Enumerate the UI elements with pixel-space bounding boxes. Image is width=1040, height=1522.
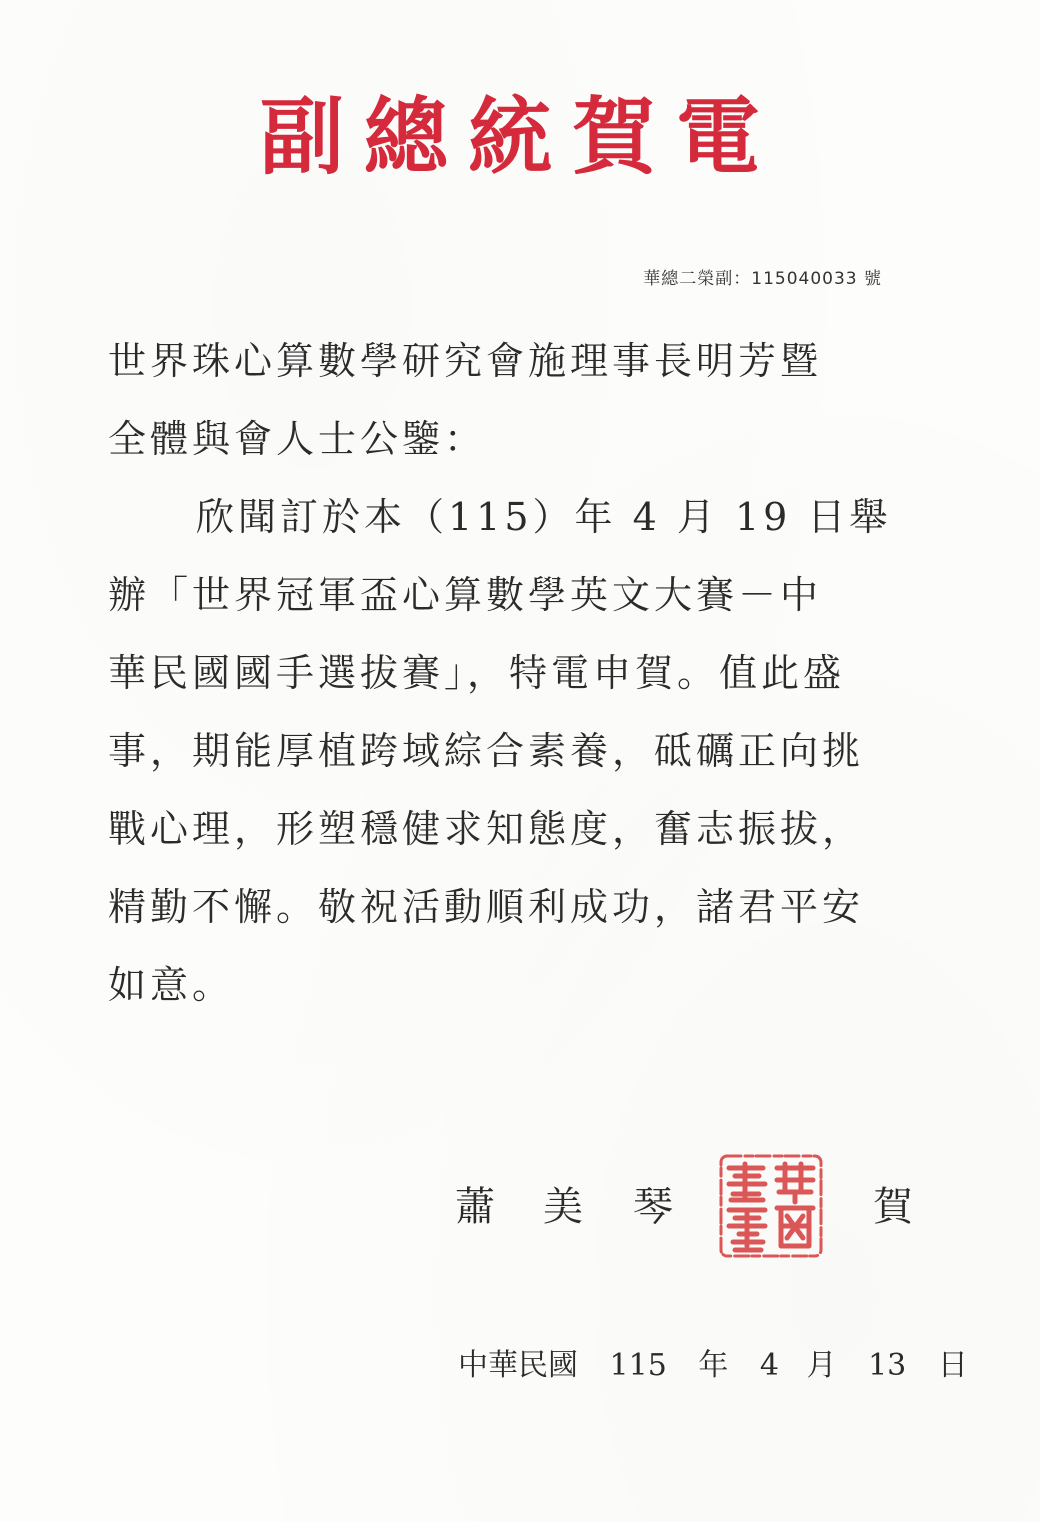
signature-name-char-2: 美 bbox=[543, 1184, 587, 1230]
body-line: 戰心理，形塑穩健求知態度，奮志振拔， bbox=[108, 807, 865, 851]
official-seal-stamp bbox=[715, 1150, 827, 1262]
body-line: 事，期能厚植跨域綜合素養，砥礪正向挑 bbox=[108, 729, 865, 773]
document-date bbox=[458, 1340, 968, 1384]
date-year-unit: 年 bbox=[698, 1348, 729, 1383]
body-line: 如意。 bbox=[108, 963, 235, 1007]
date-day: 13 bbox=[868, 1348, 907, 1383]
signature-name-char-3: 琴 bbox=[633, 1184, 677, 1230]
document-number: 華總二榮副：115040033 號 bbox=[643, 269, 882, 289]
body-line-salutation-1: 世界珠心算數學研究會施理事長明芳暨 bbox=[108, 339, 823, 383]
date-month-unit: 月 bbox=[806, 1348, 837, 1383]
date-day-unit: 日 bbox=[937, 1348, 968, 1383]
body-line: 華民國國手選拔賽」，特電申賀。值此盛 bbox=[108, 651, 846, 695]
date-month: 4 bbox=[759, 1348, 779, 1383]
date-year: 115 bbox=[609, 1348, 667, 1383]
signature-name-char-1: 蕭 bbox=[455, 1184, 499, 1230]
body-line-paragraph-start: 欣聞訂於本（115）年 4 月 19 日舉 bbox=[196, 495, 892, 539]
body-line: 辦「世界冠軍盃心算數學英文大賽－中 bbox=[108, 573, 823, 617]
body-line: 精勤不懈。敬祝活動順利成功，諸君平安 bbox=[108, 885, 865, 929]
body-line-salutation-2: 全體與會人士公鑒： bbox=[108, 417, 487, 461]
date-era: 中華民國 bbox=[458, 1348, 578, 1383]
signature-suffix: 賀 bbox=[873, 1184, 917, 1230]
document-body bbox=[108, 322, 923, 1024]
document-title: 副總統賀電 bbox=[259, 87, 780, 186]
